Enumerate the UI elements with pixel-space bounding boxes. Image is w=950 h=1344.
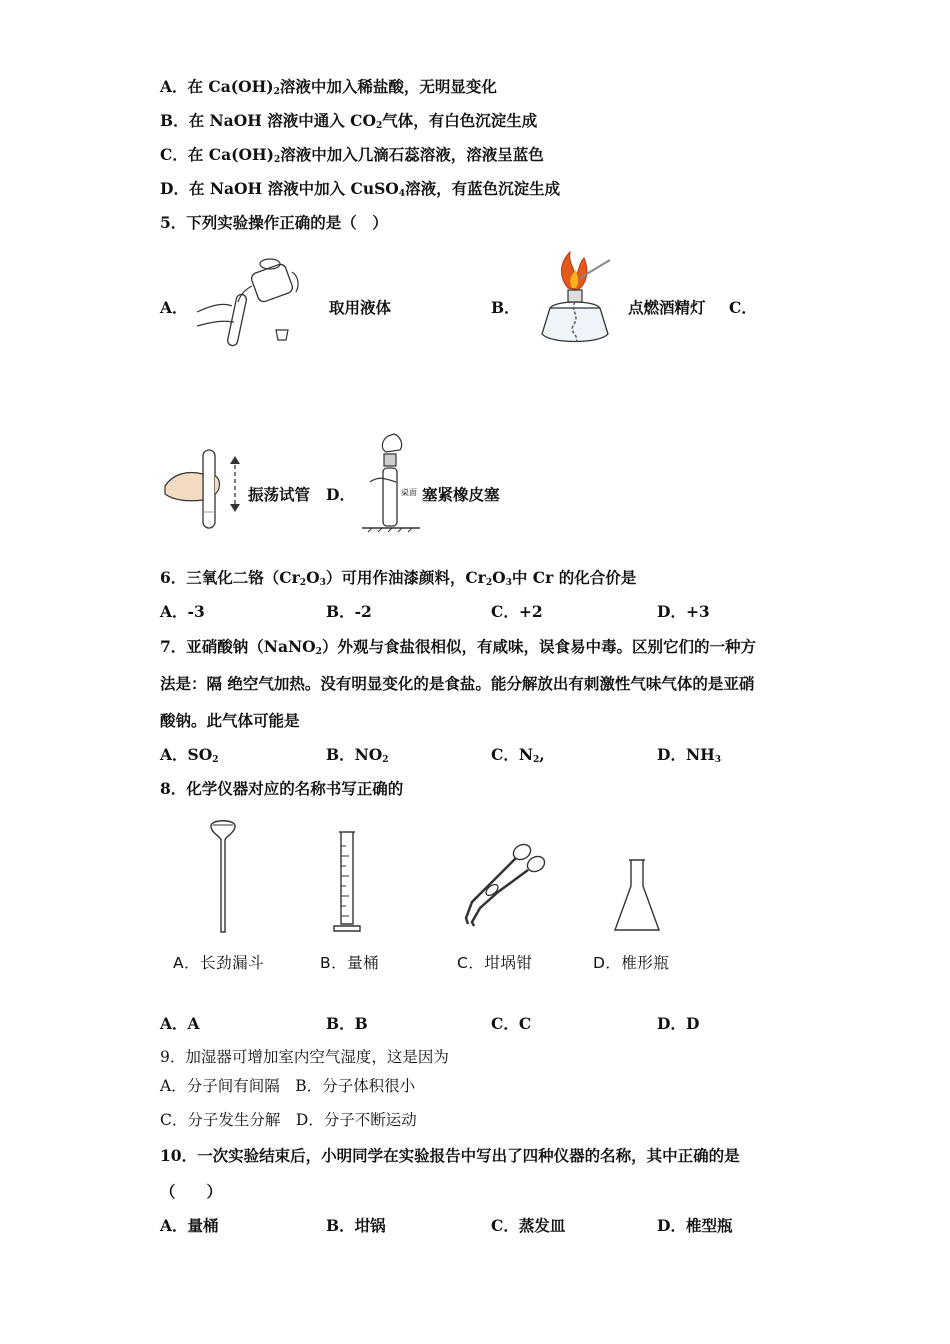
pour-liquid-illustration xyxy=(192,250,312,350)
q8-figure-label-c: C．坩埚钳 xyxy=(457,954,533,972)
q10-paren: （ ） xyxy=(160,1182,223,1201)
q8-stem: 8．化学仪器对应的名称书写正确的 xyxy=(160,779,404,798)
q8-figure-label-d: D．椎形瓶 xyxy=(593,954,670,972)
q5-option-d-letter: D． xyxy=(326,485,355,504)
q8-option-d: D．D xyxy=(657,1014,700,1033)
conical-flask-icon xyxy=(612,856,662,936)
q5-option-c-caption: 振荡试管 xyxy=(248,485,311,504)
q5-option-b-letter: B． xyxy=(491,298,520,317)
q10-option-d: D．椎型瓶 xyxy=(657,1216,733,1235)
q7-stem-line2: 法是：隔 绝空气加热。没有明显变化的是食盐。能分解放出有刺激性气味气体的是亚硝 xyxy=(160,674,755,693)
q8-option-b: B．B xyxy=(326,1014,368,1033)
q10-option-a: A．量桶 xyxy=(160,1216,219,1235)
q5-option-c-letter: C． xyxy=(729,298,757,317)
q9-options-row2: C．分子发生分解 D．分子不断运动 xyxy=(160,1111,417,1129)
q5-option-a-letter: A． xyxy=(160,298,188,317)
q7-option-c: C．$N_2$, xyxy=(491,745,545,765)
q9-options-row1: A．分子间有间隔 B．分子体积很小 xyxy=(160,1077,416,1095)
alcohol-lamp-illustration xyxy=(530,248,620,358)
q7-option-b: B．$NO_2$ xyxy=(326,745,389,765)
q5-option-d-caption: 塞紧橡皮塞 xyxy=(422,485,500,504)
q6-option-a: A．-3 xyxy=(160,602,205,621)
q5-stem: 5．下列实验操作正确的是（ ） xyxy=(160,213,388,232)
q5-option-b-caption: 点燃酒精灯 xyxy=(628,298,706,317)
q8-figure-label-a: A．长劲漏斗 xyxy=(173,954,265,972)
q7-option-d: D．$NH_3$ xyxy=(657,745,722,765)
q4-option-b: B．在 NaOH 溶液中通入 $CO_2$气体，有白色沉淀生成 xyxy=(160,111,538,131)
shake-test-tube-illustration xyxy=(163,444,249,536)
crucible-tongs-icon xyxy=(458,840,550,932)
q4-option-c: C．在 $Ca(OH)_2$溶液中加入几滴石蕊溶液，溶液呈蓝色 xyxy=(160,145,544,165)
q9-stem: 9．加湿器可增加室内空气湿度，这是因为 xyxy=(160,1048,449,1066)
desk-label: 桌面 xyxy=(401,488,417,497)
q8-option-a: A．A xyxy=(160,1014,200,1033)
q6-option-d: D．+3 xyxy=(657,602,710,621)
q5-option-a-caption: 取用液体 xyxy=(329,298,392,317)
insert-stopper-illustration xyxy=(360,432,426,534)
q7-option-a: A．$SO_2$ xyxy=(160,745,219,765)
q8-option-c: C．C xyxy=(491,1014,532,1033)
q7-stem-line1: 7．亚硝酸钠（NaNO$_2$）外观与食盐很相似，有咸味，误食易中毒。区别它们的一种方 xyxy=(160,637,756,657)
q10-option-c: C．蒸发皿 xyxy=(491,1216,566,1235)
graduated-cylinder-icon xyxy=(330,828,364,936)
q10-stem: 10．一次实验结束后，小明同学在实验报告中写出了四种仪器的名称，其中正确的是 xyxy=(160,1146,740,1165)
q10-option-b: B．坩锅 xyxy=(326,1216,386,1235)
q6-option-c: C．+2 xyxy=(491,602,543,621)
q6-option-b: B．-2 xyxy=(326,602,372,621)
long-neck-funnel-icon xyxy=(206,818,240,938)
q7-stem-line3: 酸钠。此气体可能是 xyxy=(160,711,300,730)
q6-stem: 6．三氧化二铬$(Cr_2O_3)$可用作油漆颜料，$Cr_2O_3$中 Cr 的化合价是 xyxy=(160,568,637,588)
q4-option-a: A．在 $Ca(OH)_2$溶液中加入稀盐酸，无明显变化 xyxy=(160,77,497,97)
q4-option-d: D．在 NaOH 溶液中加入 CuSO$_4$溶液，有蓝色沉淀生成 xyxy=(160,179,561,199)
q8-figure-label-b: B．量桶 xyxy=(320,954,380,972)
